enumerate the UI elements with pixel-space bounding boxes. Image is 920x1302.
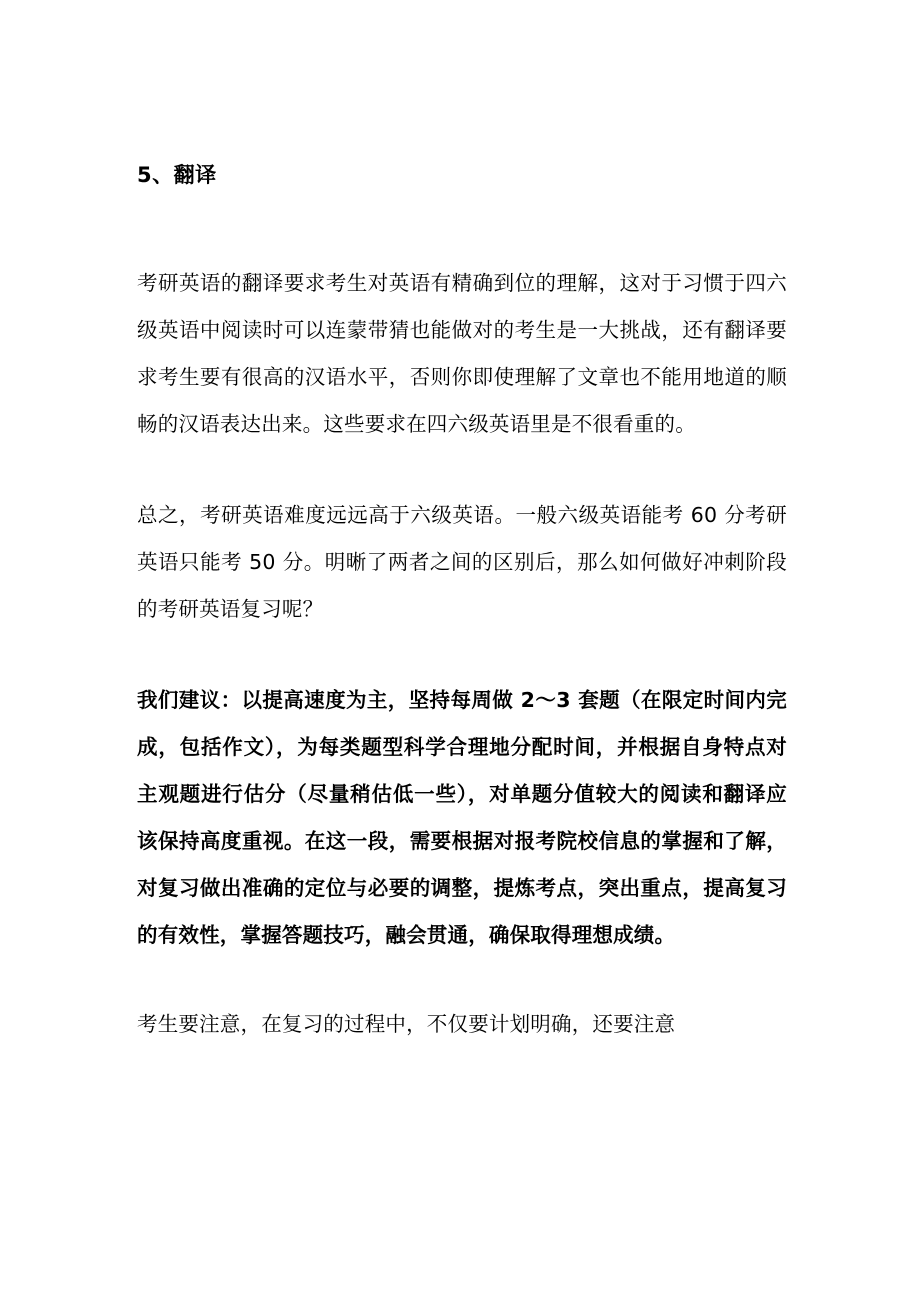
spacer	[137, 448, 787, 492]
spacer	[137, 192, 787, 260]
spacer	[137, 633, 787, 677]
paragraph-4: 考生要注意，在复习的过程中，不仅要计划明确，还要注意	[137, 1011, 676, 1036]
section-heading: 5、翻译	[137, 163, 217, 187]
paragraph-3: 我们建议：以提高速度为主，坚持每周做 2～3 套题（在限定时间内完成，包括作文），为每类题型科学合理地分配时间，并根据自身特点对主观题进行估分（尽量稍估低一些），对单题分值较大的阅读和翻译应该保持高度重视。在这一段，需要根据对报考院校信息的掌握和了解，对复习做出准确的定位与必要的调整，提炼考点，突出重点，提高复习的有效性，掌握答题技巧，融会贯通，确保取得理想成绩。	[137, 687, 787, 947]
paragraph-2: 总之，考研英语难度远远高于六级英语。一般六级英语能考 60 分考研英语只能考 50 分。明晰了两者之间的区别后，那么如何做好冲刺阶段的考研英语复习呢？	[137, 502, 787, 621]
document-body	[137, 160, 787, 1048]
paragraph-1: 考研英语的翻译要求考生对英语有精确到位的理解，这对于习惯于四六级英语中阅读时可以连蒙带猜也能做对的考生是一大挑战，还有翻译要求考生要有很高的汉语水平，否则你即使理解了文章也不能用地道的顺畅的汉语表达出来。这些要求在四六级英语里是不很看重的。	[137, 270, 787, 436]
spacer	[137, 959, 787, 1001]
